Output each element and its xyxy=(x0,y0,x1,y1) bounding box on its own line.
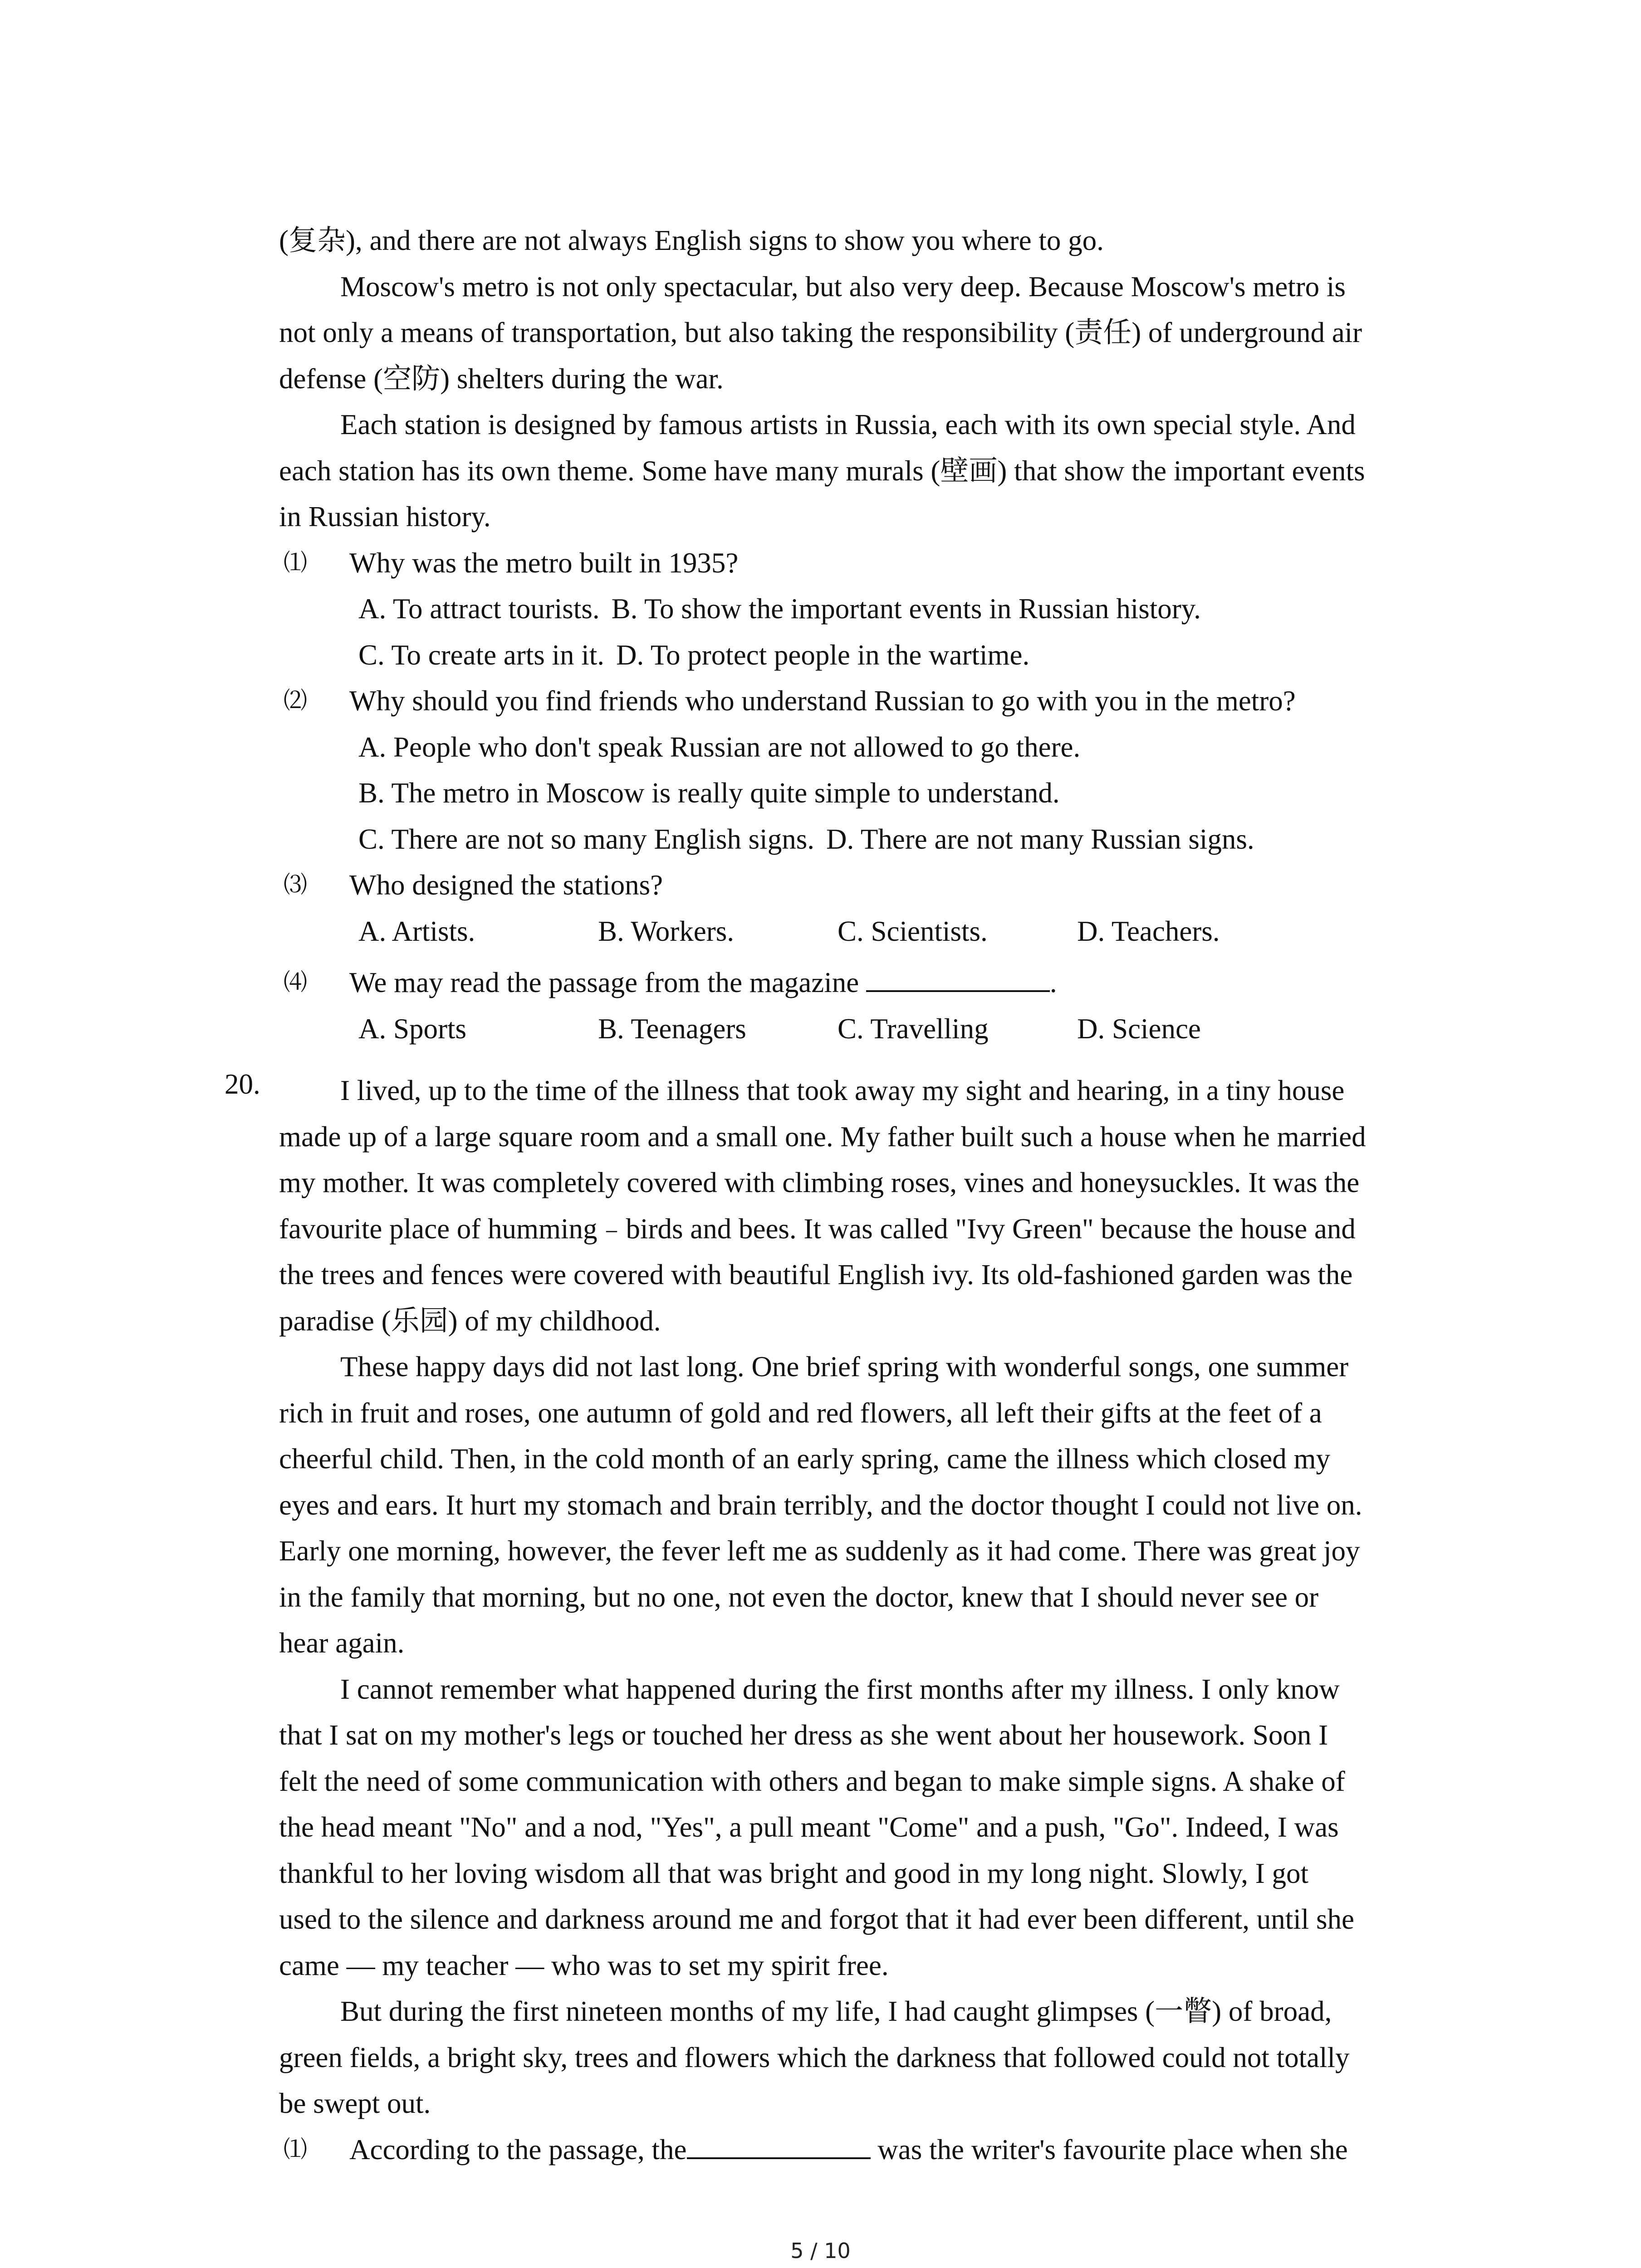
passage-b-line: my mother. It was completely covered with climbing roses, vines and honeysuckles. It was the xyxy=(279,1167,1360,1198)
passage-a-line: Each station is designed by famous artists in Russia, each with its own special style. And xyxy=(340,409,1356,440)
option: B. Workers. xyxy=(598,915,734,947)
option: C. To create arts in it. xyxy=(358,639,605,671)
option: D. To protect people in the wartime. xyxy=(616,639,1030,671)
passage-b-line: that I sat on my mother's legs or touched her dress as she went about her housework. Soon I xyxy=(279,1719,1328,1751)
question-number: ⑴ xyxy=(284,549,308,577)
passage-a-line: not only a means of transportation, but also taking the responsibility (责任) of underground air xyxy=(279,317,1362,348)
passage-b-line: favourite place of humming﹣birds and bees. It was called "Ivy Green" because the house and xyxy=(279,1212,1356,1245)
option: C. There are not so many English signs. xyxy=(358,823,814,855)
question xyxy=(279,862,1454,909)
question-text: According to the passage, the xyxy=(349,2133,687,2165)
passage-b-line: came — my teacher — who was to set my spirit free. xyxy=(279,1949,889,1981)
option: A. Sports xyxy=(358,1012,467,1045)
question xyxy=(279,540,1454,587)
passage-b-line: green fields, a bright sky, trees and flowers which the darkness that followed could not totally xyxy=(279,2041,1350,2073)
answer-blank[interactable] xyxy=(866,963,1050,992)
question-number: ⑴ xyxy=(284,2136,308,2163)
passage-a-line: (复杂), and there are not always English signs to show you where to go. xyxy=(279,225,1104,256)
question-text: Why was the metro built in 1935? xyxy=(349,547,739,579)
page-number: 5 / 10 xyxy=(790,2239,851,2263)
passage-b-line: be swept out. xyxy=(279,2087,431,2119)
passage-b-line: paradise (乐园) of my childhood. xyxy=(279,1305,661,1337)
passage-b-line: thankful to her loving wisdom all that was bright and good in my long night. Slowly, I got xyxy=(279,1857,1308,1889)
question-text: We may read the passage from the magazine xyxy=(349,967,859,998)
question xyxy=(279,2127,1454,2173)
option: A. To attract tourists. xyxy=(358,593,600,625)
passage-a-line: each station has its own theme. Some have many murals (壁画) that show the important events xyxy=(279,455,1365,487)
passage-b-line: felt the need of some communication with others and began to make simple signs. A shake of xyxy=(279,1765,1345,1797)
passage-b-line: eyes and ears. It hurt my stomach and brain terribly, and the doctor thought I could not live on. xyxy=(279,1489,1362,1521)
question-text-end: was the writer's favourite place when she xyxy=(877,2133,1348,2165)
option: B. Teenagers xyxy=(598,1012,746,1045)
answer-blank[interactable] xyxy=(687,2130,871,2159)
question-text: Why should you find friends who understand Russian to go with you in the metro? xyxy=(349,685,1296,717)
question xyxy=(279,678,1454,724)
passage-a-line: in Russian history. xyxy=(279,501,491,533)
question-number: ⑵ xyxy=(284,687,308,714)
option: A. Artists. xyxy=(358,915,475,947)
passage-b-line: made up of a large square room and a small one. My father built such a house when he married xyxy=(279,1120,1366,1153)
option: D. There are not many Russian signs. xyxy=(826,823,1254,855)
passage-b-line: I cannot remember what happened during the first months after my illness. I only know xyxy=(340,1673,1340,1705)
question xyxy=(279,960,1454,1006)
reading-item-20 xyxy=(225,1068,1454,2173)
option-line xyxy=(279,770,1454,816)
passage-b-line: These happy days did not last long. One brief spring with wonderful songs, one summer xyxy=(340,1351,1349,1383)
page-content xyxy=(225,218,1454,2173)
question-text-end: . xyxy=(1049,967,1057,998)
option: B. The metro in Moscow is really quite simple to understand. xyxy=(358,777,1060,809)
passage-b-line: hear again. xyxy=(279,1627,405,1659)
passage-b-line: the trees and fences were covered with beautiful English ivy. Its old-fashioned garden was the xyxy=(279,1259,1353,1290)
passage-b-line: But during the first nineteen months of my life, I had caught glimpses (一瞥) of broad, xyxy=(340,1995,1332,2027)
passage-b-line: used to the silence and darkness around me and forgot that it had ever been different, until she xyxy=(279,1903,1354,1935)
passage-b-line: rich in fruit and roses, one autumn of gold and red flowers, all left their gifts at the feet of a xyxy=(279,1397,1322,1429)
option: D. Teachers. xyxy=(1077,915,1220,947)
option: B. To show the important events in Russian history. xyxy=(611,593,1201,625)
option-line xyxy=(279,632,1454,679)
item-number: 20. xyxy=(225,1068,260,1100)
question-text: Who designed the stations? xyxy=(349,869,663,901)
passage-a-line: Moscow's metro is not only spectacular, but also very deep. Because Moscow's metro is xyxy=(340,270,1346,303)
option-line xyxy=(279,816,1454,863)
passage-b-line: the head meant "No" and a nod, "Yes", a pull meant "Come" and a push, "Go". Indeed, I was xyxy=(279,1811,1339,1843)
passage-a-line: defense (空防) shelters during the war. xyxy=(279,362,724,395)
option: C. Travelling xyxy=(838,1012,989,1045)
passage-b-line: cheerful child. Then, in the cold month of an early spring, came the illness which closed my xyxy=(279,1443,1330,1475)
option-line xyxy=(279,724,1454,771)
passage-b-line: Early one morning, however, the fever left me as suddenly as it had come. There was great joy xyxy=(279,1535,1360,1567)
option-line xyxy=(279,909,1454,955)
question-number: ⑶ xyxy=(284,871,308,899)
passage-b-line: in the family that morning, but no one, not even the doctor, knew that I should never see or xyxy=(279,1581,1319,1613)
option: A. People who don't speak Russian are not allowed to go there. xyxy=(358,731,1081,763)
option: C. Scientists. xyxy=(838,915,988,947)
option: D. Science xyxy=(1077,1012,1201,1045)
question-number: ⑷ xyxy=(284,969,308,996)
option-line xyxy=(279,586,1454,632)
option-line xyxy=(279,1006,1454,1052)
passage-b-line: I lived, up to the time of the illness that took away my sight and hearing, in a tiny house xyxy=(340,1075,1345,1106)
